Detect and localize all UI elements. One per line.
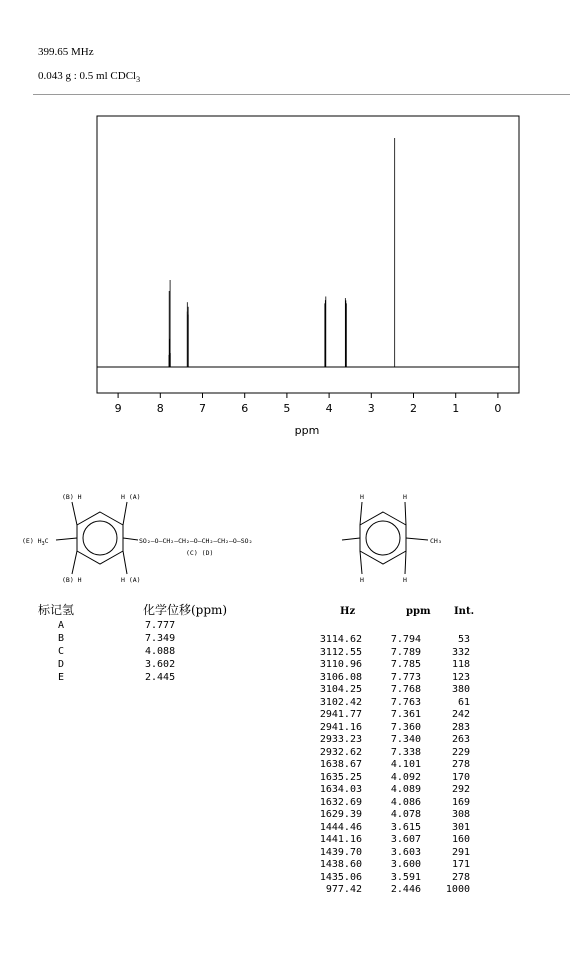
peak-table-row [300, 747, 480, 759]
struct-chain-labels: (C) (D) [186, 549, 214, 557]
sample-subscript: 3 [136, 75, 141, 85]
peak-int-cell: 1000 [445, 884, 470, 895]
peak-int-cell: 283 [451, 721, 470, 733]
x-tick-label: 2 [410, 402, 417, 415]
assignment-value: 2.445 [145, 672, 176, 683]
assignment-value: 7.777 [145, 620, 176, 631]
peak-table-row [300, 872, 480, 884]
peak-int-cell: 332 [451, 646, 470, 658]
bond-right-h-tl [360, 502, 362, 525]
peak-ppm-cell: 7.763 [390, 696, 421, 708]
x-tick-label: 9 [114, 402, 122, 415]
peak-table-row [300, 797, 480, 809]
peak-hz-cell: 1444.46 [319, 821, 362, 833]
peak-ppm-cell: 4.092 [390, 771, 421, 783]
peak-ppm-cell: 4.086 [390, 796, 421, 808]
x-tick-label: 5 [283, 402, 291, 415]
peak-ppm-cell: 7.789 [390, 646, 421, 658]
x-axis-label: ppm [294, 424, 320, 437]
peak-hz-cell: 1638.67 [319, 759, 362, 770]
peak-table-row [300, 809, 480, 821]
bond-ha-bottom [123, 551, 127, 574]
struct-label-b-top: (B) H [62, 493, 82, 501]
assignment-label: D [58, 659, 65, 670]
assignment-label: B [58, 633, 65, 644]
peak-int-cell: 160 [451, 834, 470, 845]
peak-ppm-cell: 3.607 [390, 834, 421, 845]
peak-ppm-cell: 4.078 [390, 809, 421, 820]
peak-ppm-cell: 7.785 [390, 659, 421, 670]
peak-ppm-cell: 3.600 [390, 859, 421, 870]
peak-hz-cell: 1632.69 [319, 796, 362, 808]
peak-int-cell: 278 [451, 871, 470, 883]
peak-hz-cell: 2941.16 [319, 721, 362, 733]
x-tick-label: 8 [156, 402, 164, 415]
peak-hz-cell: 3102.42 [319, 696, 362, 708]
assignment-shift-header: 化学位移(ppm) [143, 603, 228, 617]
peak-ppm-cell: 4.089 [390, 784, 421, 795]
peak-int-cell: 301 [451, 821, 470, 833]
bond-right-so2-ring [342, 538, 360, 540]
assignment-label: E [58, 672, 65, 683]
peak-int-cell: 118 [451, 659, 470, 670]
x-tick-label: 0 [494, 402, 502, 415]
peak-int-cell: 61 [457, 696, 470, 708]
peak-table-row [300, 834, 480, 846]
peak-table-row [300, 684, 480, 696]
x-tick-label: 3 [367, 402, 375, 415]
peak-table-row [300, 672, 480, 684]
peak-table-row [300, 759, 480, 771]
struct-label-b-bottom: (B) H [62, 576, 82, 584]
peak-hz-cell: 3106.08 [319, 671, 362, 683]
bond-hb-top [72, 502, 77, 525]
peak-ppm-cell: 7.768 [390, 684, 421, 695]
peak-int-cell: 292 [451, 784, 470, 795]
peak-int-cell: 291 [451, 846, 470, 858]
peak-table-row [300, 822, 480, 834]
peak-int-cell: 171 [451, 859, 470, 870]
peak-table-row [300, 647, 480, 659]
benzene-ring-left [77, 512, 123, 564]
x-tick-label: 6 [241, 402, 249, 415]
peak-int-cell: 263 [451, 734, 470, 745]
peak-table-row [300, 634, 480, 646]
bond-left-ring-so2 [123, 538, 138, 540]
peak-table-header-ppm: ppm [406, 606, 431, 617]
assignment-value: 4.088 [145, 646, 176, 657]
peak-int-cell: 123 [451, 671, 470, 683]
peak-hz-cell: 1634.03 [319, 784, 362, 795]
peak-hz-cell: 977.42 [325, 884, 362, 895]
peak-hz-cell: 2933.23 [319, 734, 362, 745]
struct-label-a-bottom: H (A) [121, 576, 141, 584]
peak-hz-cell: 1635.25 [319, 771, 362, 783]
bond-right-h-tr [405, 502, 406, 525]
sample-prefix: 0.043 g : 0.5 ml CDCl [38, 70, 137, 82]
peak-hz-cell: 3114.62 [319, 634, 362, 645]
struct-right-h-bl: H [360, 576, 364, 584]
peak-ppm-cell: 7.360 [390, 721, 421, 733]
peak-table-row [300, 734, 480, 746]
peak-hz-cell: 1629.39 [319, 809, 362, 820]
peak-table-row [300, 709, 480, 721]
peak-ppm-cell: 7.338 [390, 746, 421, 758]
spectrometer-frequency: 399.65 MHz [38, 46, 94, 58]
peak-ppm-cell: 7.773 [390, 671, 421, 683]
peak-table-row [300, 697, 480, 709]
peak-hz-cell: 3104.25 [319, 684, 362, 695]
peak-table-header-int: Int. [454, 606, 475, 617]
bond-left-methyl [56, 538, 77, 540]
bond-right-h-br [405, 551, 406, 574]
struct-methyl-right: CH₃ [430, 537, 442, 545]
assignment-value: 7.349 [145, 633, 176, 644]
peak-table-row [300, 847, 480, 859]
peak-hz-cell: 1441.16 [319, 834, 362, 845]
peak-table-row [300, 884, 480, 896]
peak-hz-cell: 2932.62 [319, 746, 362, 758]
peak-table-row [300, 772, 480, 784]
struct-right-h-tl: H [360, 493, 364, 501]
peak-int-cell: 242 [451, 709, 470, 720]
peak-int-cell: 53 [457, 634, 470, 645]
struct-right-h-br: H [403, 576, 407, 584]
peak-ppm-cell: 7.361 [390, 709, 421, 720]
peak-int-cell: 169 [451, 796, 470, 808]
peak-hz-cell: 3110.96 [319, 659, 362, 670]
peak-table-row [300, 784, 480, 796]
peak-ppm-cell: 3.615 [390, 821, 421, 833]
assignment-value: 3.602 [145, 659, 176, 670]
peak-hz-cell: 1438.60 [319, 859, 362, 870]
assignment-label: A [58, 620, 65, 631]
peak-int-cell: 278 [451, 759, 470, 770]
peak-ppm-cell: 4.101 [390, 759, 421, 770]
bond-hb-bottom [72, 551, 77, 574]
peak-hz-cell: 3112.55 [319, 646, 362, 658]
peak-int-cell: 380 [451, 684, 470, 695]
peak-hz-cell: 1435.06 [319, 871, 362, 883]
bond-right-h-bl [360, 551, 362, 574]
peak-table-row [300, 859, 480, 871]
struct-chain: SO₂—O—CH₂—CH₂—O—CH₂—CH₂—O—SO₂ [139, 537, 253, 545]
peak-int-cell: 229 [451, 746, 470, 758]
peak-int-cell: 170 [451, 771, 470, 783]
peak-ppm-cell: 7.794 [390, 634, 421, 645]
bond-ha-top [123, 502, 127, 525]
x-tick-label: 4 [325, 402, 333, 415]
struct-right-h-tr: H [403, 493, 407, 501]
peak-table-header-hz: Hz [340, 606, 356, 617]
benzene-ring-right [360, 512, 406, 564]
assignment-label-header: 标记氢 [38, 603, 75, 617]
peak-table-row [300, 722, 480, 734]
peak-ppm-cell: 3.591 [390, 871, 421, 883]
bond-right-methyl [406, 538, 428, 540]
peak-hz-cell: 2941.77 [319, 709, 362, 720]
peak-ppm-cell: 2.446 [390, 884, 421, 895]
assignment-label: C [58, 646, 65, 657]
peak-table-row [300, 659, 480, 671]
struct-label-a-top: H (A) [121, 493, 141, 501]
peak-ppm-cell: 3.603 [390, 846, 421, 858]
struct-methyl-left: (E) $H_3C$ [22, 537, 49, 547]
peak-ppm-cell: 7.340 [390, 734, 421, 745]
peak-hz-cell: 1439.70 [319, 846, 362, 858]
peak-int-cell: 308 [451, 809, 470, 820]
x-tick-label: 7 [199, 402, 206, 415]
x-tick-label: 1 [452, 402, 460, 415]
